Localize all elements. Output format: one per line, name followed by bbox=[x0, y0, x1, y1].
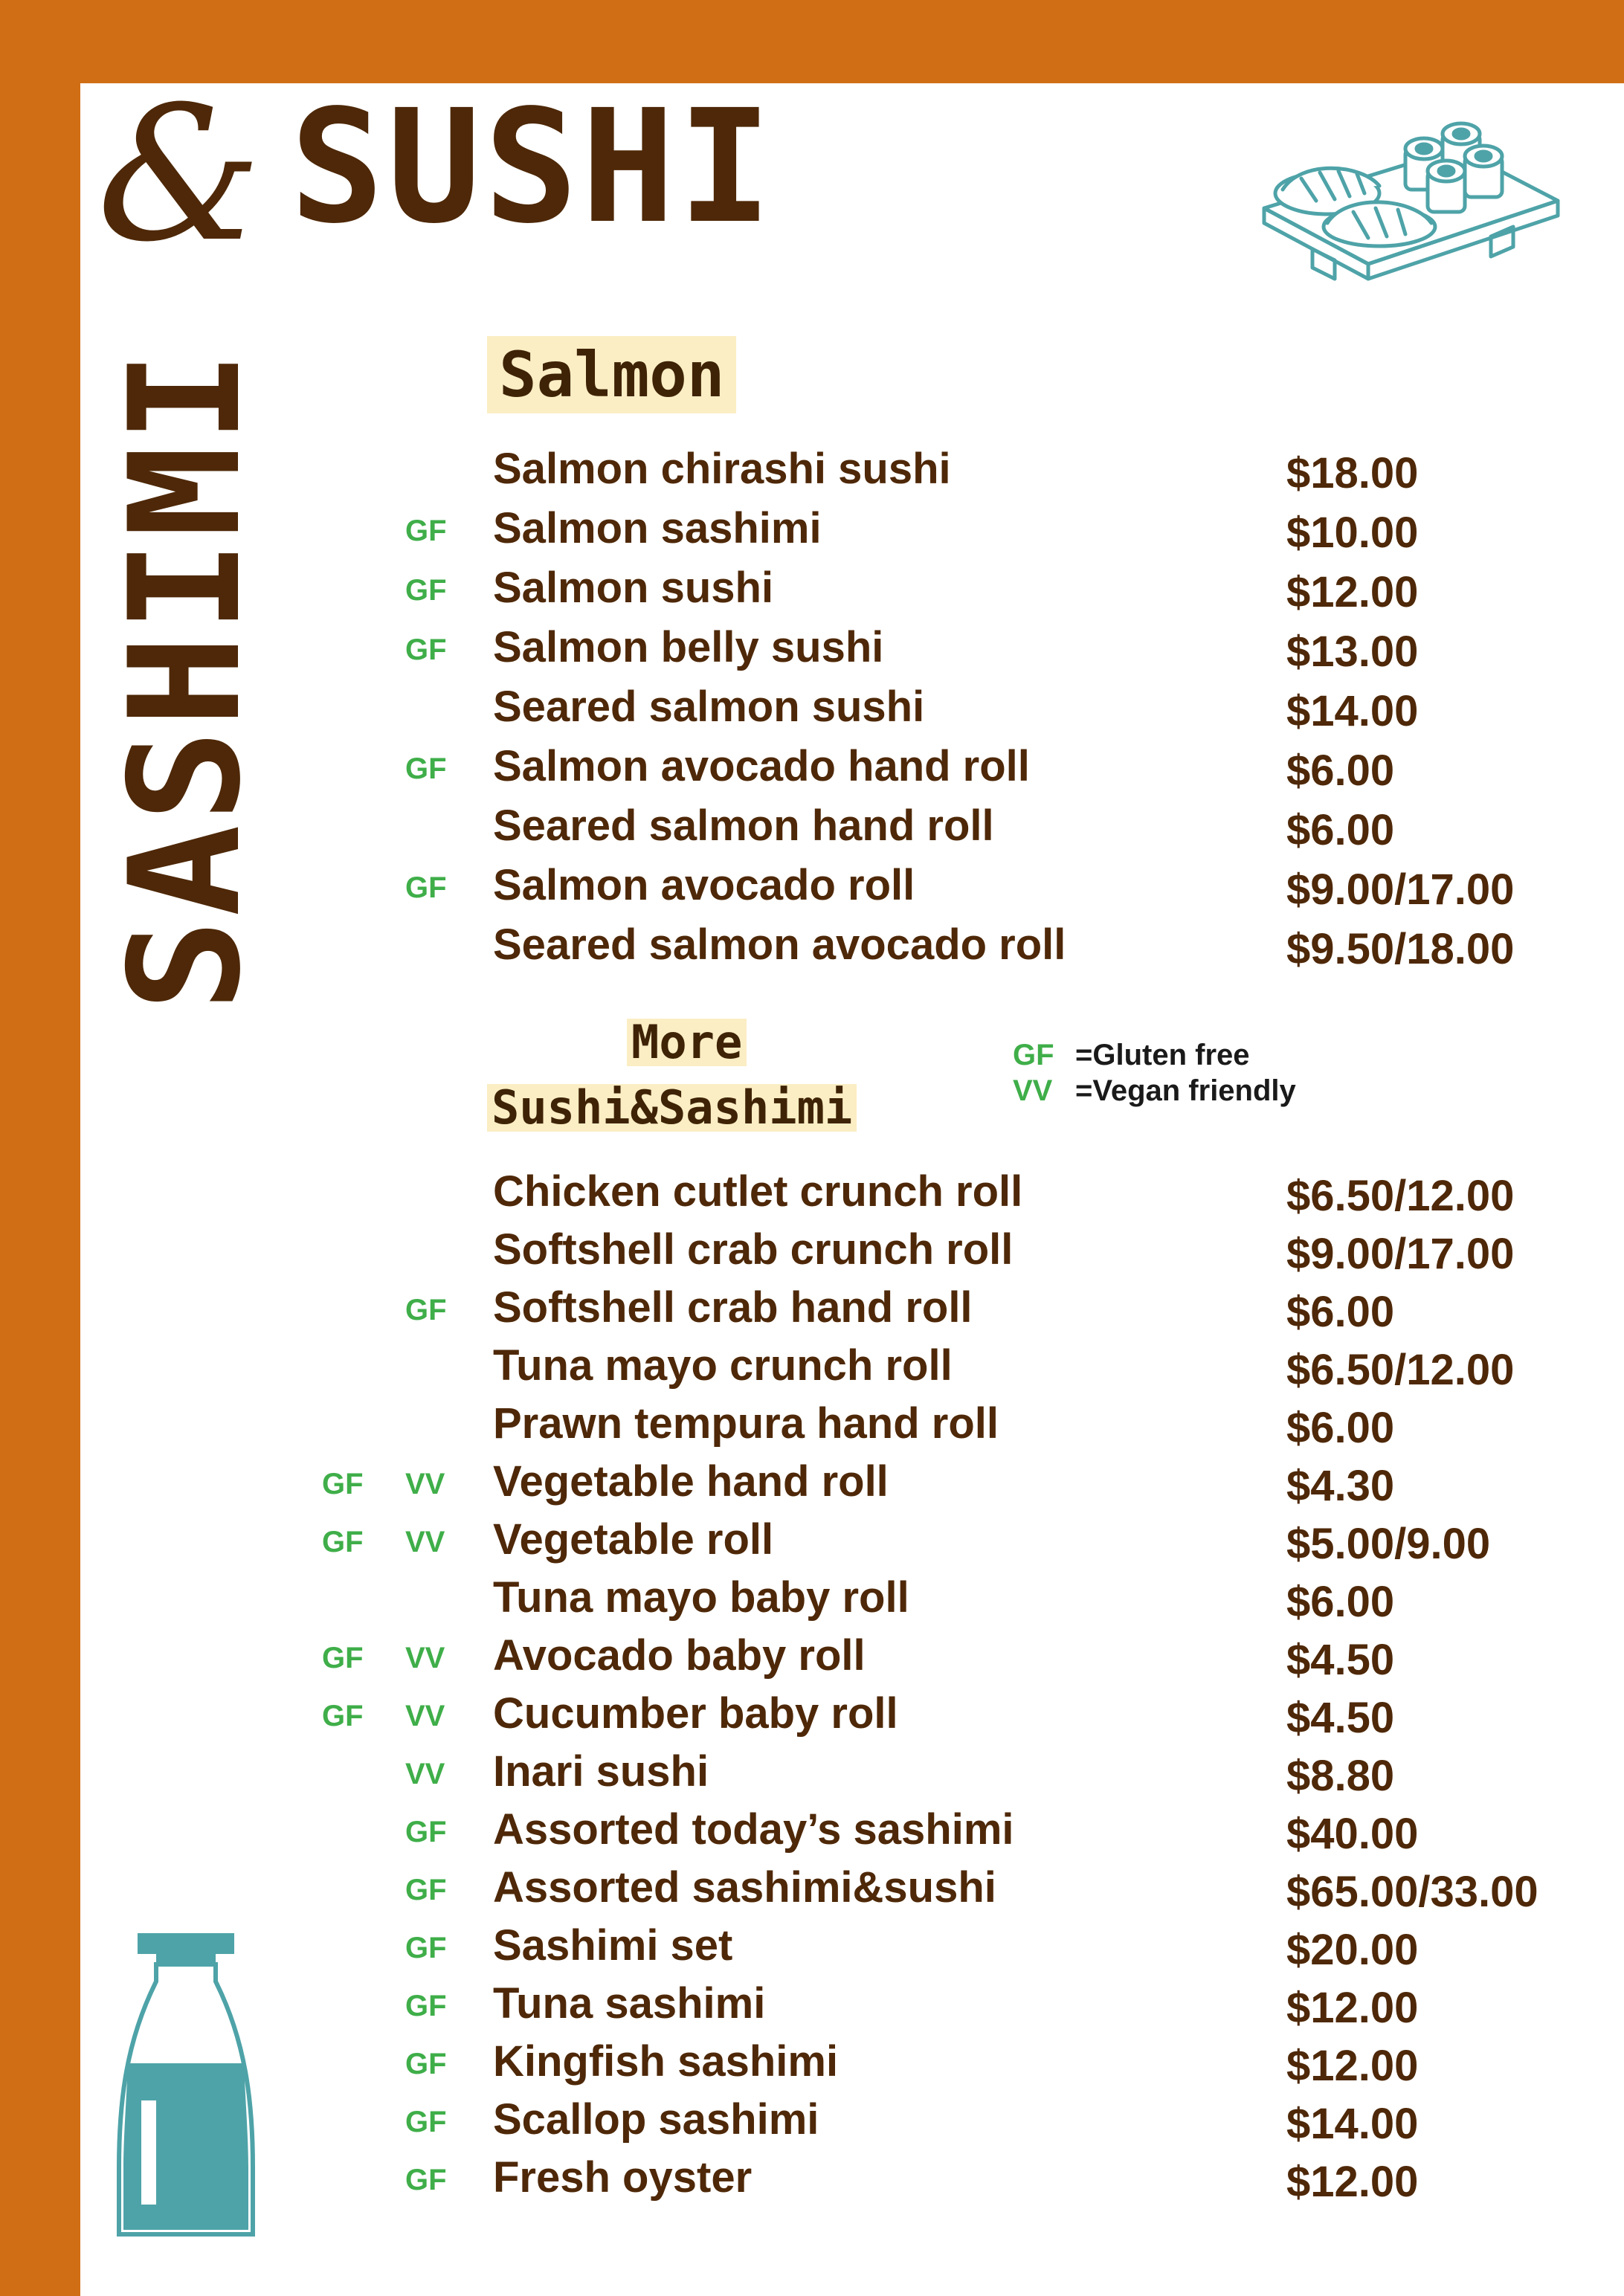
item-price: $12.00 bbox=[1286, 2158, 1419, 2206]
item-name: Avocado baby roll bbox=[493, 1631, 866, 1680]
title-ampersand: & bbox=[97, 66, 262, 283]
item-price: $9.50/18.00 bbox=[1286, 925, 1515, 973]
item-name: Salmon belly sushi bbox=[493, 623, 884, 671]
item-price: $14.00 bbox=[1286, 687, 1419, 735]
menu-item bbox=[0, 562, 1624, 614]
menu-item bbox=[0, 1282, 1624, 1334]
item-name: Softshell crab hand roll bbox=[493, 1283, 973, 1332]
item-name: Seared salmon avocado roll bbox=[493, 920, 1066, 969]
gluten-free-tag: GF bbox=[405, 574, 447, 607]
legend-code: VV bbox=[1013, 1074, 1053, 1107]
gluten-free-tag: GF bbox=[322, 1700, 364, 1732]
gluten-free-tag: GF bbox=[322, 1526, 364, 1558]
menu-item bbox=[0, 622, 1624, 674]
legend-desc: =Vegan friendly bbox=[1075, 1074, 1296, 1107]
title-sashimi: SASHIMI bbox=[97, 348, 274, 1011]
item-name: Inari sushi bbox=[493, 1747, 709, 1796]
menu-item bbox=[0, 1456, 1624, 1508]
section-header-more-line1: More bbox=[627, 1019, 747, 1066]
item-price: $65.00/33.00 bbox=[1286, 1868, 1538, 1916]
item-name: Vegetable hand roll bbox=[493, 1457, 889, 1506]
menu-item bbox=[0, 1572, 1624, 1624]
vegan-tag: VV bbox=[405, 1700, 445, 1732]
menu-item bbox=[0, 1630, 1624, 1682]
gluten-free-tag: GF bbox=[405, 1294, 447, 1326]
menu-item bbox=[0, 1398, 1624, 1450]
item-price: $6.50/12.00 bbox=[1286, 1172, 1515, 1220]
menu-item bbox=[0, 2152, 1624, 2204]
item-price: $12.00 bbox=[1286, 2042, 1419, 2090]
menu-item bbox=[0, 1514, 1624, 1566]
item-name: Seared salmon sushi bbox=[493, 683, 925, 731]
menu-item bbox=[0, 681, 1624, 733]
item-price: $18.00 bbox=[1286, 449, 1419, 497]
item-price: $4.50 bbox=[1286, 1636, 1395, 1684]
item-price: $6.00 bbox=[1286, 806, 1395, 854]
gluten-free-tag: GF bbox=[405, 1990, 447, 2022]
gluten-free-tag: GF bbox=[405, 2106, 447, 2138]
title-sushi: SUSHI bbox=[290, 76, 776, 258]
item-name: Vegetable roll bbox=[493, 1515, 774, 1564]
item-price: $6.50/12.00 bbox=[1286, 1346, 1515, 1394]
item-price: $9.00/17.00 bbox=[1286, 1230, 1515, 1278]
legend-desc: =Gluten free bbox=[1075, 1039, 1250, 1071]
vegan-tag: VV bbox=[405, 1468, 445, 1500]
menu-item bbox=[0, 919, 1624, 971]
item-name: Tuna sashimi bbox=[493, 1979, 766, 2028]
item-price: $40.00 bbox=[1286, 1810, 1419, 1858]
item-price: $4.50 bbox=[1286, 1694, 1395, 1742]
vegan-tag: VV bbox=[405, 1642, 445, 1674]
item-price: $10.00 bbox=[1286, 509, 1419, 557]
section-header-more-line2: Sushi&Sashimi bbox=[487, 1084, 857, 1132]
item-price: $4.30 bbox=[1286, 1462, 1395, 1510]
item-price: $20.00 bbox=[1286, 1926, 1419, 1974]
item-name: Tuna mayo baby roll bbox=[493, 1573, 909, 1622]
menu-item bbox=[0, 2036, 1624, 2088]
item-name: Seared salmon hand roll bbox=[493, 802, 994, 850]
gluten-free-tag: GF bbox=[405, 1816, 447, 1848]
gluten-free-tag: GF bbox=[405, 1932, 447, 1964]
item-name: Salmon avocado roll bbox=[493, 861, 915, 909]
item-name: Salmon avocado hand roll bbox=[493, 742, 1030, 790]
menu-item bbox=[0, 860, 1624, 912]
gluten-free-tag: GF bbox=[405, 2048, 447, 2080]
menu-item bbox=[0, 800, 1624, 852]
item-name: Tuna mayo crunch roll bbox=[493, 1341, 953, 1390]
section-header-salmon: Salmon bbox=[487, 336, 736, 413]
item-name: Kingfish sashimi bbox=[493, 2037, 839, 2086]
menu-item bbox=[0, 1978, 1624, 2030]
gluten-free-tag: GF bbox=[405, 633, 447, 666]
item-price: $6.00 bbox=[1286, 1404, 1395, 1452]
item-price: $9.00/17.00 bbox=[1286, 865, 1515, 914]
vegan-tag: VV bbox=[405, 1758, 445, 1790]
menu-item bbox=[0, 1340, 1624, 1392]
gluten-free-tag: GF bbox=[405, 1874, 447, 1906]
legend-vegan-friendly bbox=[1013, 1073, 1296, 1109]
menu-item bbox=[0, 443, 1624, 495]
item-price: $12.00 bbox=[1286, 1984, 1419, 2032]
item-price: $5.00/9.00 bbox=[1286, 1520, 1491, 1568]
item-name: Salmon sushi bbox=[493, 564, 774, 612]
item-price: $14.00 bbox=[1286, 2100, 1419, 2148]
item-price: $6.00 bbox=[1286, 1288, 1395, 1336]
menu-item bbox=[0, 1862, 1624, 1914]
menu-item bbox=[0, 1688, 1624, 1740]
gluten-free-tag: GF bbox=[322, 1642, 364, 1674]
item-name: Salmon sashimi bbox=[493, 504, 822, 552]
gluten-free-tag: GF bbox=[405, 752, 447, 785]
menu-item bbox=[0, 1746, 1624, 1798]
item-price: $13.00 bbox=[1286, 628, 1419, 676]
legend-code: GF bbox=[1013, 1039, 1054, 1071]
item-name: Sashimi set bbox=[493, 1921, 733, 1970]
gluten-free-tag: GF bbox=[405, 515, 447, 547]
item-name: Scallop sashimi bbox=[493, 2095, 819, 2144]
item-name: Softshell crab crunch roll bbox=[493, 1225, 1014, 1274]
menu-item bbox=[0, 1804, 1624, 1856]
gluten-free-tag: GF bbox=[405, 871, 447, 904]
item-price: $6.00 bbox=[1286, 1578, 1395, 1626]
legend-gluten-free bbox=[1013, 1037, 1250, 1073]
item-name: Assorted today’s sashimi bbox=[493, 1805, 1014, 1854]
menu-item bbox=[0, 1224, 1624, 1276]
item-name: Salmon chirashi sushi bbox=[493, 445, 951, 493]
item-name: Cucumber baby roll bbox=[493, 1689, 898, 1738]
menu-item bbox=[0, 1920, 1624, 1972]
item-price: $12.00 bbox=[1286, 568, 1419, 616]
item-name: Assorted sashimi&sushi bbox=[493, 1863, 996, 1912]
menu-item bbox=[0, 2094, 1624, 2146]
menu-item bbox=[0, 503, 1624, 555]
vegan-tag: VV bbox=[405, 1526, 445, 1558]
menu-item bbox=[0, 1166, 1624, 1218]
item-name: Fresh oyster bbox=[493, 2153, 753, 2202]
item-price: $6.00 bbox=[1286, 746, 1395, 795]
item-name: Chicken cutlet crunch roll bbox=[493, 1167, 1023, 1216]
sushi-board-icon bbox=[1257, 119, 1569, 342]
menu-item bbox=[0, 741, 1624, 793]
item-name: Prawn tempura hand roll bbox=[493, 1399, 999, 1448]
gluten-free-tag: GF bbox=[405, 2164, 447, 2196]
item-price: $8.80 bbox=[1286, 1752, 1395, 1800]
gluten-free-tag: GF bbox=[322, 1468, 364, 1500]
